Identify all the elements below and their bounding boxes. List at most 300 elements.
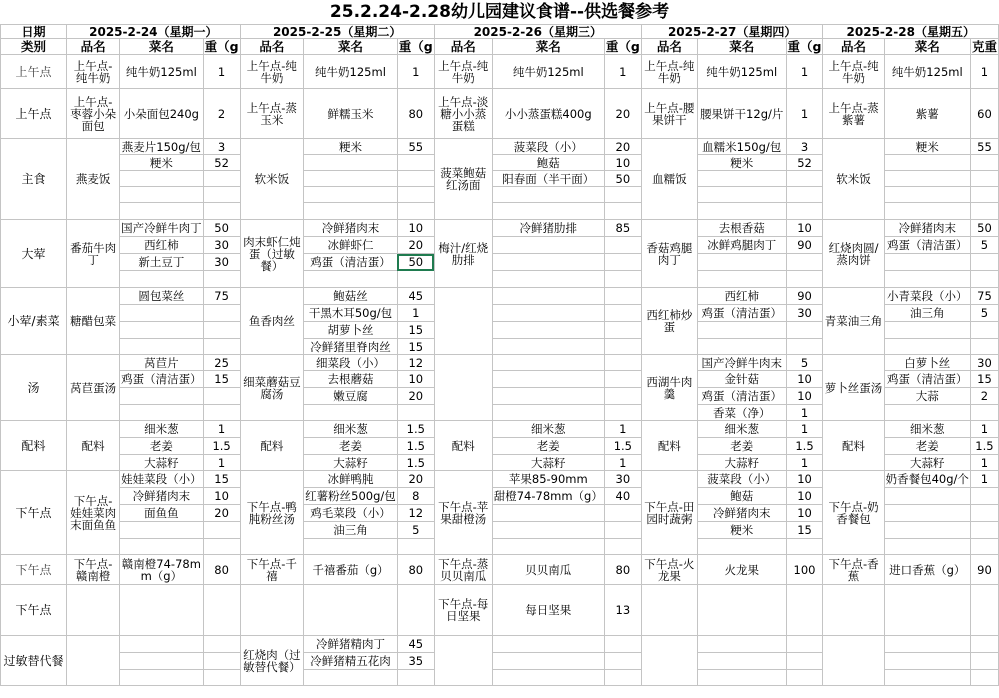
weight-cell[interactable]: [604, 288, 641, 305]
item-cell[interactable]: 莴苣片: [120, 355, 204, 371]
weight-cell[interactable]: [397, 187, 434, 203]
weight-cell[interactable]: [397, 203, 434, 220]
weight-cell[interactable]: [203, 636, 240, 653]
category-cell[interactable]: 大荤: [1, 220, 67, 288]
weight-cell[interactable]: [604, 237, 641, 254]
item-cell[interactable]: 冷鲜猪精肉丁: [304, 636, 398, 653]
dish-cell[interactable]: 红烧肉（过敏替代餐）: [240, 636, 304, 686]
dish-cell[interactable]: 下午点-香蕉: [823, 555, 884, 585]
category-cell[interactable]: 下午点: [1, 585, 67, 636]
item-cell[interactable]: 纯牛奶125ml: [120, 55, 204, 89]
item-cell[interactable]: [304, 203, 398, 220]
weight-cell[interactable]: 52: [786, 155, 823, 171]
item-cell[interactable]: [120, 388, 204, 405]
weight-cell[interactable]: 10: [397, 220, 434, 237]
dish-cell[interactable]: 上午点-纯牛奶: [67, 55, 120, 89]
weight-cell[interactable]: 10: [786, 488, 823, 505]
weight-cell[interactable]: 10: [786, 505, 823, 522]
item-cell[interactable]: [492, 339, 604, 355]
category-cell[interactable]: 汤: [1, 355, 67, 421]
dish-cell[interactable]: 番茄牛肉丁: [67, 220, 120, 288]
item-cell[interactable]: [697, 254, 786, 271]
dish-cell[interactable]: 软米饭: [240, 139, 304, 220]
item-cell[interactable]: [304, 405, 398, 421]
item-cell[interactable]: 大蒜籽: [120, 455, 204, 471]
weight-cell[interactable]: 1: [786, 55, 823, 89]
weight-cell[interactable]: 30: [604, 471, 641, 488]
weight-cell[interactable]: 1: [786, 89, 823, 139]
dish-cell[interactable]: 下午点-千禧: [240, 555, 304, 585]
dish-cell[interactable]: 上午点-纯牛奶: [240, 55, 304, 89]
item-cell[interactable]: 白萝卜丝: [884, 355, 970, 371]
weight-cell[interactable]: [786, 539, 823, 555]
dish-cell[interactable]: 上午点-纯牛奶: [434, 55, 492, 89]
dish-cell[interactable]: [434, 288, 492, 355]
dish-cell[interactable]: 红烧肉圆/蒸肉饼: [823, 220, 884, 288]
dish-cell[interactable]: [240, 585, 304, 636]
item-cell[interactable]: 小青菜段（小）: [884, 288, 970, 305]
weight-cell[interactable]: [786, 203, 823, 220]
weight-cell[interactable]: 10: [604, 155, 641, 171]
weight-cell[interactable]: [604, 405, 641, 421]
weight-cell[interactable]: 12: [397, 355, 434, 371]
item-cell[interactable]: 每日坚果: [492, 585, 604, 636]
weight-cell[interactable]: 1: [970, 421, 998, 438]
weight-cell[interactable]: 90: [786, 288, 823, 305]
dish-cell[interactable]: [823, 585, 884, 636]
dish-cell[interactable]: 梅汁/红烧肋排: [434, 220, 492, 288]
weight-cell[interactable]: 10: [786, 371, 823, 388]
weight-cell[interactable]: [203, 539, 240, 555]
item-cell[interactable]: [884, 653, 970, 670]
weight-cell[interactable]: 1: [786, 405, 823, 421]
item-cell[interactable]: 贝贝南瓜: [492, 555, 604, 585]
weight-cell[interactable]: 1: [786, 421, 823, 438]
dish-cell[interactable]: [434, 636, 492, 686]
item-cell[interactable]: [697, 339, 786, 355]
item-cell[interactable]: [492, 653, 604, 670]
dish-cell[interactable]: 上午点-纯牛奶: [823, 55, 884, 89]
dish-cell[interactable]: 上午点-蒸紫薯: [823, 89, 884, 139]
category-cell[interactable]: 下午点: [1, 555, 67, 585]
weight-cell[interactable]: 2: [203, 89, 240, 139]
item-cell[interactable]: [304, 171, 398, 187]
item-cell[interactable]: 嫩豆腐: [304, 388, 398, 405]
weight-cell-selected[interactable]: 50: [397, 254, 434, 271]
item-cell[interactable]: 鸡毛菜段（小）: [304, 505, 398, 522]
weight-cell[interactable]: 30: [786, 305, 823, 322]
item-cell[interactable]: 老姜: [120, 438, 204, 455]
weight-cell[interactable]: 50: [970, 220, 998, 237]
weight-cell[interactable]: 20: [397, 471, 434, 488]
weight-cell[interactable]: 1: [397, 305, 434, 322]
weight-cell[interactable]: 75: [203, 288, 240, 305]
weight-cell[interactable]: 20: [604, 89, 641, 139]
category-cell[interactable]: 配料: [1, 421, 67, 471]
item-cell[interactable]: [884, 322, 970, 339]
category-cell[interactable]: 上午点: [1, 89, 67, 139]
dish-cell[interactable]: 下午点-火龙果: [641, 555, 697, 585]
item-cell[interactable]: 冷鲜猪肋排: [492, 220, 604, 237]
item-cell[interactable]: 甜橙74-78mm（g）: [493, 489, 603, 503]
weight-cell[interactable]: [604, 670, 641, 686]
weight-cell[interactable]: 15: [786, 522, 823, 539]
weight-cell[interactable]: 15: [970, 371, 998, 388]
weight-cell[interactable]: 20: [397, 388, 434, 405]
item-cell[interactable]: 腰果饼干12g/片: [697, 89, 786, 139]
item-cell[interactable]: 菠菜段（小）: [697, 471, 786, 488]
weight-cell[interactable]: [397, 539, 434, 555]
weight-cell[interactable]: 10: [786, 471, 823, 488]
weight-cell[interactable]: 60: [970, 89, 998, 139]
weight-cell[interactable]: [203, 305, 240, 322]
item-cell[interactable]: 冷鲜猪里脊肉丝: [304, 339, 398, 355]
item-cell[interactable]: 苹果85-90mm: [492, 471, 604, 488]
item-cell[interactable]: [492, 254, 604, 271]
dish-cell[interactable]: 配料: [67, 421, 120, 471]
dish-cell[interactable]: 下午点-每日坚果: [434, 585, 492, 636]
item-cell[interactable]: 鸡蛋（清洁蛋）: [697, 305, 786, 322]
item-cell[interactable]: 冰鲜鸭肫: [304, 471, 398, 488]
item-cell[interactable]: [884, 254, 970, 271]
weight-cell[interactable]: 20: [604, 139, 641, 155]
item-cell[interactable]: 油三角: [884, 305, 970, 322]
item-cell[interactable]: [697, 670, 786, 686]
item-cell[interactable]: 大蒜籽: [884, 455, 970, 471]
item-cell[interactable]: 粳米: [697, 155, 786, 171]
item-cell[interactable]: 圆包菜丝: [120, 288, 204, 305]
item-cell[interactable]: 红薯粉丝500g/包: [305, 489, 396, 503]
category-cell[interactable]: 小荤/素菜: [1, 288, 67, 355]
weight-cell[interactable]: 30: [203, 254, 240, 271]
weight-cell[interactable]: [397, 155, 434, 171]
item-cell[interactable]: 冷鲜猪肉末: [884, 220, 970, 237]
item-cell[interactable]: 老姜: [697, 438, 786, 455]
item-cell[interactable]: [492, 203, 604, 220]
weight-cell[interactable]: [203, 203, 240, 220]
weight-cell[interactable]: [970, 322, 998, 339]
item-cell[interactable]: 细米葱: [697, 421, 786, 438]
item-cell[interactable]: 香菜（净）: [697, 405, 786, 421]
weight-cell[interactable]: [786, 585, 823, 636]
item-cell[interactable]: [120, 539, 204, 555]
item-cell[interactable]: [492, 322, 604, 339]
dish-cell[interactable]: 下午点-娃娃菜肉末面鱼鱼: [67, 471, 120, 555]
dish-cell[interactable]: 下午点-苹果甜橙汤: [434, 471, 492, 555]
item-cell[interactable]: [492, 237, 604, 254]
item-cell[interactable]: 千禧番茄（g）: [304, 555, 398, 585]
item-cell[interactable]: 粳米: [884, 139, 970, 155]
item-cell[interactable]: 纯牛奶125ml: [304, 55, 398, 89]
item-cell[interactable]: 细菜段（小）: [304, 355, 398, 371]
weight-cell[interactable]: 10: [203, 488, 240, 505]
weight-cell[interactable]: [203, 322, 240, 339]
weight-cell[interactable]: 80: [397, 555, 434, 585]
item-cell[interactable]: [492, 388, 604, 405]
item-cell[interactable]: [884, 203, 970, 220]
item-cell[interactable]: 西红柿: [697, 288, 786, 305]
item-cell[interactable]: [492, 636, 604, 653]
weight-cell[interactable]: [604, 305, 641, 322]
weight-cell[interactable]: 1.5: [970, 438, 998, 455]
weight-cell[interactable]: [203, 653, 240, 670]
dish-cell[interactable]: 西湖牛肉羹: [641, 355, 697, 421]
item-cell[interactable]: [492, 371, 604, 388]
weight-cell[interactable]: [970, 203, 998, 220]
dish-cell[interactable]: 青菜油三角: [823, 288, 884, 355]
item-cell[interactable]: [304, 585, 398, 636]
weight-cell[interactable]: [203, 670, 240, 686]
weight-cell[interactable]: [604, 636, 641, 653]
dish-cell[interactable]: 血糯饭: [641, 139, 697, 220]
item-cell[interactable]: [884, 636, 970, 653]
weight-cell[interactable]: 30: [970, 355, 998, 371]
weight-cell[interactable]: [203, 522, 240, 539]
weight-cell[interactable]: [203, 187, 240, 203]
item-cell[interactable]: [304, 670, 398, 686]
weight-cell[interactable]: 85: [604, 220, 641, 237]
dish-cell[interactable]: 香菇鸡腿肉丁: [641, 220, 697, 288]
item-cell[interactable]: [884, 155, 970, 171]
weight-cell[interactable]: 15: [203, 471, 240, 488]
dish-cell[interactable]: 西红柿炒蛋: [641, 288, 697, 355]
item-cell[interactable]: 西红柿: [120, 237, 204, 254]
weight-cell[interactable]: [970, 171, 998, 187]
weight-cell[interactable]: [970, 585, 998, 636]
weight-cell[interactable]: [786, 653, 823, 670]
item-cell[interactable]: [697, 636, 786, 653]
item-cell[interactable]: [492, 305, 604, 322]
weight-cell[interactable]: [970, 339, 998, 355]
item-cell[interactable]: [884, 405, 970, 421]
weight-cell[interactable]: 80: [203, 555, 240, 585]
item-cell[interactable]: 老姜: [884, 438, 970, 455]
item-cell[interactable]: [697, 171, 786, 187]
weight-cell[interactable]: 1.5: [604, 438, 641, 455]
weight-cell[interactable]: 1: [203, 455, 240, 471]
item-cell[interactable]: [120, 187, 204, 203]
weight-cell[interactable]: 13: [604, 585, 641, 636]
weight-cell[interactable]: 15: [397, 339, 434, 355]
item-cell[interactable]: 小小蒸蛋糕400g: [492, 89, 604, 139]
weight-cell[interactable]: [203, 339, 240, 355]
weight-cell[interactable]: [604, 388, 641, 405]
weight-cell[interactable]: 10: [786, 220, 823, 237]
weight-cell[interactable]: 50: [604, 171, 641, 187]
item-cell[interactable]: 燕麦片150g/包: [120, 139, 204, 155]
item-cell[interactable]: 纯牛奶125ml: [492, 55, 604, 89]
item-cell[interactable]: 鲜糯玉米: [304, 89, 398, 139]
dish-cell[interactable]: [641, 636, 697, 686]
weight-cell[interactable]: [786, 636, 823, 653]
weight-cell[interactable]: 5: [970, 237, 998, 254]
item-cell[interactable]: [492, 187, 604, 203]
weight-cell[interactable]: 1: [970, 471, 998, 488]
item-cell[interactable]: 大蒜籽: [697, 455, 786, 471]
item-cell[interactable]: [492, 288, 604, 305]
weight-cell[interactable]: [970, 539, 998, 555]
item-cell[interactable]: [697, 203, 786, 220]
item-cell[interactable]: 鸡蛋（清洁蛋）: [697, 388, 786, 405]
weight-cell[interactable]: [970, 187, 998, 203]
dish-cell[interactable]: 肉末虾仁炖蛋（过敏餐）: [240, 220, 304, 288]
weight-cell[interactable]: [397, 271, 434, 288]
item-cell[interactable]: [884, 585, 970, 636]
weight-cell[interactable]: [786, 254, 823, 271]
weight-cell[interactable]: 1.5: [397, 455, 434, 471]
item-cell[interactable]: [884, 670, 970, 686]
item-cell[interactable]: [492, 405, 604, 421]
weight-cell[interactable]: 1.5: [203, 438, 240, 455]
weight-cell[interactable]: 1: [203, 421, 240, 438]
item-cell[interactable]: 老姜: [492, 438, 604, 455]
item-cell[interactable]: 新土豆丁: [120, 254, 204, 271]
item-cell[interactable]: 鸡蛋（清洁蛋）: [884, 237, 970, 254]
item-cell[interactable]: [884, 539, 970, 555]
weight-cell[interactable]: [786, 271, 823, 288]
item-cell[interactable]: 冰鲜虾仁: [304, 237, 398, 254]
weight-cell[interactable]: [970, 488, 998, 505]
weight-cell[interactable]: 3: [203, 139, 240, 155]
weight-cell[interactable]: [786, 322, 823, 339]
item-cell[interactable]: 冷鲜猪肉末: [120, 488, 204, 505]
item-cell[interactable]: 奶香餐包40g/个: [885, 472, 969, 486]
item-cell[interactable]: [120, 405, 204, 421]
item-cell[interactable]: 阳春面（半干面）: [492, 171, 604, 187]
weight-cell[interactable]: [203, 271, 240, 288]
weight-cell[interactable]: 1: [970, 55, 998, 89]
item-cell[interactable]: 大蒜籽: [304, 455, 398, 471]
item-cell[interactable]: 老姜: [304, 438, 398, 455]
weight-cell[interactable]: 1: [970, 455, 998, 471]
item-cell[interactable]: 油三角: [304, 522, 398, 539]
item-cell[interactable]: 去根蘑菇: [304, 371, 398, 388]
weight-cell[interactable]: [970, 636, 998, 653]
dish-cell[interactable]: 菠菜鲍菇红汤面: [434, 139, 492, 220]
item-cell[interactable]: 金针菇: [697, 371, 786, 388]
item-cell[interactable]: [884, 187, 970, 203]
weight-cell[interactable]: 25: [203, 355, 240, 371]
weight-cell[interactable]: [203, 405, 240, 421]
item-cell[interactable]: [120, 653, 204, 670]
weight-cell[interactable]: [604, 254, 641, 271]
weight-cell[interactable]: 5: [397, 522, 434, 539]
weight-cell[interactable]: [970, 505, 998, 522]
dish-cell[interactable]: 上午点-枣蓉小朵面包: [67, 89, 120, 139]
weight-cell[interactable]: [604, 653, 641, 670]
item-cell[interactable]: [697, 322, 786, 339]
item-cell[interactable]: [697, 585, 786, 636]
item-cell[interactable]: 鸡蛋（清洁蛋）: [304, 254, 398, 271]
weight-cell[interactable]: 30: [203, 237, 240, 254]
dish-cell[interactable]: 上午点-蒸玉米: [240, 89, 304, 139]
item-cell[interactable]: 细米葱: [304, 421, 398, 438]
weight-cell[interactable]: 1.5: [786, 438, 823, 455]
item-cell[interactable]: 鸡蛋（清洁蛋）: [884, 371, 970, 388]
weight-cell[interactable]: 2: [970, 388, 998, 405]
dish-cell[interactable]: 配料: [641, 421, 697, 471]
weight-cell[interactable]: [397, 585, 434, 636]
weight-cell[interactable]: 12: [397, 505, 434, 522]
weight-cell[interactable]: 1: [786, 455, 823, 471]
item-cell[interactable]: [120, 670, 204, 686]
dish-cell[interactable]: 下午点-鸭肫粉丝汤: [240, 471, 304, 555]
weight-cell[interactable]: [604, 539, 641, 555]
dish-cell[interactable]: 上午点-淡糖小小蒸蛋糕: [434, 89, 492, 139]
item-cell[interactable]: 鲍菇: [697, 488, 786, 505]
dish-cell[interactable]: 配料: [240, 421, 304, 471]
weight-cell[interactable]: [970, 254, 998, 271]
item-cell[interactable]: 鲍菇: [492, 155, 604, 171]
item-cell[interactable]: 纯牛奶125ml: [884, 55, 970, 89]
item-cell[interactable]: [492, 505, 604, 522]
weight-cell[interactable]: [397, 171, 434, 187]
item-cell[interactable]: [120, 585, 204, 636]
item-cell[interactable]: [120, 271, 204, 288]
item-cell[interactable]: [884, 522, 970, 539]
dish-cell[interactable]: 上午点-腰果饼干: [641, 89, 697, 139]
item-cell[interactable]: 粳米: [120, 155, 204, 171]
weight-cell[interactable]: 1: [397, 55, 434, 89]
dish-cell[interactable]: [823, 636, 884, 686]
dish-cell[interactable]: 下午点-奶香餐包: [823, 471, 884, 555]
item-cell[interactable]: [120, 171, 204, 187]
dish-cell[interactable]: 配料: [823, 421, 884, 471]
weight-cell[interactable]: 55: [397, 139, 434, 155]
weight-cell[interactable]: 90: [970, 555, 998, 585]
weight-cell[interactable]: 75: [970, 288, 998, 305]
item-cell[interactable]: [120, 305, 204, 322]
item-cell[interactable]: [120, 636, 204, 653]
item-cell[interactable]: [304, 187, 398, 203]
item-cell[interactable]: [304, 271, 398, 288]
item-cell[interactable]: 火龙果: [697, 555, 786, 585]
weight-cell[interactable]: [203, 388, 240, 405]
weight-cell[interactable]: [786, 187, 823, 203]
item-cell[interactable]: 面鱼鱼: [120, 505, 204, 522]
weight-cell[interactable]: [397, 670, 434, 686]
weight-cell[interactable]: 15: [203, 371, 240, 388]
item-cell[interactable]: 粳米: [304, 139, 398, 155]
item-cell[interactable]: 细米葱: [120, 421, 204, 438]
item-cell[interactable]: [492, 355, 604, 371]
item-cell[interactable]: 鲍菇丝: [304, 288, 398, 305]
weight-cell[interactable]: [970, 405, 998, 421]
item-cell[interactable]: 鸡蛋（清洁蛋）: [121, 372, 202, 386]
weight-cell[interactable]: 1.5: [397, 438, 434, 455]
weight-cell[interactable]: 40: [604, 488, 641, 505]
weight-cell[interactable]: [203, 585, 240, 636]
weight-cell[interactable]: 45: [397, 636, 434, 653]
item-cell[interactable]: [884, 171, 970, 187]
item-cell[interactable]: [492, 522, 604, 539]
weight-cell[interactable]: 1: [604, 55, 641, 89]
item-cell[interactable]: 进口香蕉（g）: [884, 555, 970, 585]
weight-cell[interactable]: 5: [970, 305, 998, 322]
dish-cell[interactable]: [67, 585, 120, 636]
weight-cell[interactable]: 1: [604, 421, 641, 438]
weight-cell[interactable]: [604, 522, 641, 539]
weight-cell[interactable]: 5: [786, 355, 823, 371]
dish-cell[interactable]: 细菜蘑菇豆腐汤: [240, 355, 304, 421]
item-cell[interactable]: [697, 653, 786, 670]
dish-cell[interactable]: 燕麦饭: [67, 139, 120, 220]
weight-cell[interactable]: 10: [786, 388, 823, 405]
weight-cell[interactable]: 52: [203, 155, 240, 171]
dish-cell[interactable]: 莴苣蛋汤: [67, 355, 120, 421]
item-cell[interactable]: [884, 505, 970, 522]
dish-cell[interactable]: 鱼香肉丝: [240, 288, 304, 355]
